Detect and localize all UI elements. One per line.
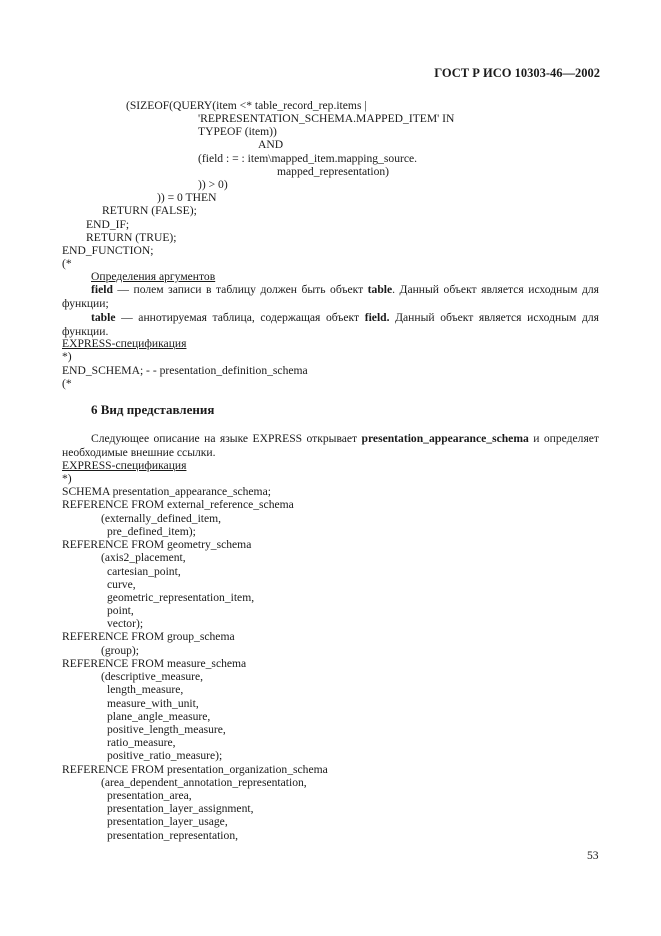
code-line: mapped_representation)	[277, 165, 390, 178]
code-line: (group);	[101, 644, 139, 657]
code-line: plane_angle_measure,	[107, 710, 211, 723]
express-spec-label: EXPRESS-спецификация	[62, 337, 187, 350]
code-line: vector);	[107, 617, 144, 630]
field-definition	[62, 283, 599, 310]
table-bold: field.	[364, 311, 390, 324]
code-line: measure_with_unit,	[107, 697, 199, 710]
code-line: )) > 0)	[198, 178, 228, 191]
code-line: REFERENCE FROM geometry_schema	[62, 538, 252, 551]
code-line: ratio_measure,	[107, 736, 176, 749]
intro-text: Следующее описание на языке EXPRESS открывает	[91, 432, 362, 445]
code-line: 'REPRESENTATION_SCHEMA.MAPPED_ITEM' IN	[198, 112, 455, 125]
code-line: AND	[258, 138, 284, 151]
code-line: curve,	[107, 578, 136, 591]
code-line: point,	[107, 604, 134, 617]
code-line: presentation_area,	[107, 789, 192, 802]
code-line: (SIZEOF(QUERY(item <* table_record_rep.items |	[126, 99, 367, 112]
code-line: presentation_layer_assignment,	[107, 802, 254, 815]
code-line: positive_length_measure,	[107, 723, 226, 736]
document-header: ГОСТ Р ИСО 10303-46—2002	[434, 66, 600, 80]
args-heading: Определения аргументов	[91, 270, 216, 283]
table-text: — аннотируемая таблица, содержащая объект	[115, 311, 365, 324]
page-number: 53	[587, 849, 599, 862]
code-line: presentation_layer_usage,	[107, 815, 228, 828]
code-line: (area_dependent_annotation_representation,	[101, 776, 307, 789]
field-text: — полем записи в таблицу должен быть объект	[112, 283, 368, 296]
intro-paragraph	[62, 432, 599, 459]
code-line: END_SCHEMA; - - presentation_definition_schema	[62, 364, 308, 377]
intro-text: и определяет необходимые внешние ссылки.	[62, 432, 599, 459]
table-term: table	[91, 311, 116, 324]
code-line: END_IF;	[86, 218, 130, 231]
express-spec-label: EXPRESS-спецификация	[62, 459, 187, 472]
field-bold: table	[367, 283, 393, 296]
code-line: pre_defined_item);	[107, 525, 196, 538]
code-line: positive_ratio_measure);	[107, 749, 223, 762]
code-line: (*	[62, 377, 72, 390]
code-line: (externally_defined_item,	[101, 512, 222, 525]
code-line: *)	[62, 350, 72, 363]
code-line: cartesian_point,	[107, 565, 181, 578]
code-line: geometric_representation_item,	[107, 591, 255, 604]
table-text: Данный объект является исходным для функции.	[62, 311, 599, 338]
code-line: (axis2_placement,	[101, 551, 186, 564]
code-line: (*	[62, 257, 72, 270]
code-line: RETURN (FALSE);	[102, 204, 197, 217]
code-line: REFERENCE FROM presentation_organization_schema	[62, 763, 328, 776]
field-term: field	[91, 283, 113, 296]
code-line: REFERENCE FROM external_reference_schema	[62, 498, 294, 511]
code-line: *)	[62, 472, 72, 485]
code-line: presentation_representation,	[107, 829, 239, 842]
table-definition	[62, 311, 599, 338]
code-line: SCHEMA presentation_appearance_schema;	[62, 485, 271, 498]
intro-bold: presentation_appearance_schema	[361, 432, 529, 445]
code-line: (field : = : item\mapped_item.mapping_source.	[198, 152, 418, 165]
code-line: length_measure,	[107, 683, 184, 696]
code-line: TYPEOF (item))	[198, 125, 277, 138]
code-line: REFERENCE FROM measure_schema	[62, 657, 247, 670]
code-line: END_FUNCTION;	[62, 244, 154, 257]
field-text: . Данный объект является исходным для функции;	[62, 283, 600, 310]
code-line: RETURN (TRUE);	[86, 231, 177, 244]
section-heading: 6 Вид представления	[91, 402, 215, 417]
code-line: )) = 0 THEN	[157, 191, 217, 204]
code-line: (descriptive_measure,	[101, 670, 204, 683]
code-line: REFERENCE FROM group_schema	[62, 630, 235, 643]
